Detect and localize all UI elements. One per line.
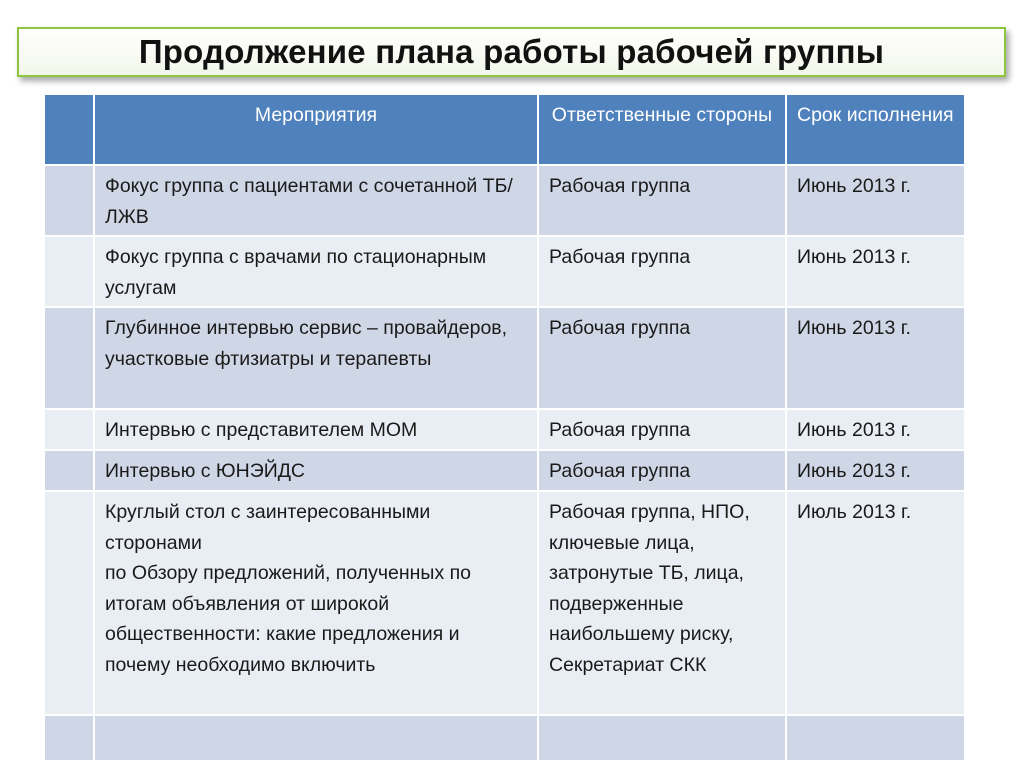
cell-activity: Интервью с ЮНЭЙДС (94, 450, 538, 491)
slide-title: Продолжение плана работы рабочей группы (138, 33, 885, 70)
cell-number (44, 491, 94, 715)
cell-responsible: Рабочая группа (538, 165, 786, 236)
cell-activity: Фокус группа с пациентами с сочетанной ТБ/ЛЖВ (94, 165, 538, 236)
cell-deadline: Июнь 2013 г. (786, 307, 965, 409)
cell-number (44, 715, 94, 761)
cell-responsible: Рабочая группа (538, 236, 786, 307)
cell-deadline: Июнь 2013 г. (786, 165, 965, 236)
cell-activity: Глубинное интервью сервис – провайдеров, участковые фтизиатры и терапевты (94, 307, 538, 409)
cell-number (44, 236, 94, 307)
cell-activity: Круглый стол с заинтересованными сторонами по Обзору предложений, полученных по итогам объявления от широкой общественности: какие предложения и почему необходимо включить (94, 491, 538, 715)
cell-deadline: Июль 2013 г. (786, 491, 965, 715)
cell-responsible: Рабочая группа (538, 409, 786, 450)
header-deadline: Срок исполнения (786, 94, 965, 165)
header-activity: Мероприятия (94, 94, 538, 165)
cell-number (44, 409, 94, 450)
header-responsible: Ответственные стороны (538, 94, 786, 165)
table-row (44, 450, 965, 491)
cell-activity: Интервью с представителем МОМ (94, 409, 538, 450)
cell-deadline: Июнь 2013 г. (786, 409, 965, 450)
table-row (44, 491, 965, 715)
cell-responsible: Рабочая группа, НПО, ключевые лица, затронутые ТБ, лица, подверженные наибольшему риску, Секретариат СКК (538, 491, 786, 715)
cell-number (44, 165, 94, 236)
table-row (44, 236, 965, 307)
header-row (44, 94, 965, 165)
table-header (44, 94, 965, 165)
cell-responsible (538, 715, 786, 761)
cell-responsible: Рабочая группа (538, 307, 786, 409)
cell-deadline (786, 715, 965, 761)
cell-responsible: Рабочая группа (538, 450, 786, 491)
table-row (44, 715, 965, 761)
cell-deadline: Июнь 2013 г. (786, 450, 965, 491)
table-row (44, 409, 965, 450)
cell-deadline: Июнь 2013 г. (786, 236, 965, 307)
work-plan-table (43, 93, 966, 762)
table-body (44, 165, 965, 761)
table-row (44, 307, 965, 409)
table-row (44, 165, 965, 236)
cell-number (44, 307, 94, 409)
cell-number (44, 450, 94, 491)
cell-activity: Фокус группа с врачами по стационарным услугам (94, 236, 538, 307)
cell-activity (94, 715, 538, 761)
header-number (44, 94, 94, 165)
title-box (17, 27, 1006, 77)
